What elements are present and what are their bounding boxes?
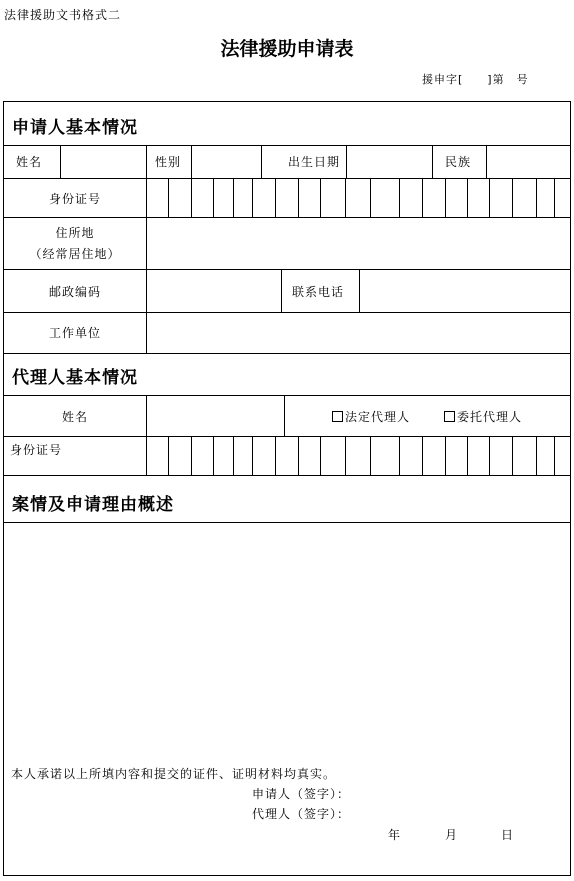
agent-name-label: 姓名 [61,410,88,424]
applicant-address-sublabel: （经常居住地） [29,247,121,261]
rule [4,217,570,218]
id-digit-divider [445,436,446,475]
rule [281,269,282,312]
rule [346,145,347,178]
rule [486,145,487,178]
id-digit-divider [252,436,253,475]
legal-agent-checkbox[interactable] [332,411,343,422]
id-digit-divider [536,436,537,475]
id-digit-divider [422,178,423,217]
applicant-postal-code-label: 邮政编码 [48,285,101,299]
rule [4,178,570,179]
form-table [3,101,571,876]
id-digit-divider [467,436,468,475]
id-digit-divider [445,178,446,217]
id-digit-divider [275,178,276,217]
id-digit-divider [512,436,513,475]
id-digit-divider [191,178,192,217]
id-digit-divider [213,436,214,475]
id-digit-divider [252,178,253,217]
applicant-ethnicity-label: 民族 [445,155,472,169]
id-digit-divider [146,436,147,475]
file-number: 援申字[ ]第 号 [422,73,529,86]
id-digit-divider [554,436,555,475]
id-digit-divider [345,178,346,217]
id-digit-divider [467,178,468,217]
id-digit-divider [168,436,169,475]
rule [191,145,192,178]
date-year-label: 年 [388,828,402,842]
id-digit-divider [168,178,169,217]
agent-signature-label: 代理人（签字）： [252,807,351,821]
rule [4,475,570,476]
form-title: 法律援助申请表 [220,38,354,60]
legal-agent-label: 法定代理人 [345,410,411,424]
rule [60,145,61,178]
id-digit-divider [489,178,490,217]
agent-id-label: 身份证号 [10,443,63,457]
id-digit-divider [399,436,400,475]
id-digit-divider [536,178,537,217]
id-digit-divider [298,436,299,475]
id-digit-divider [191,436,192,475]
id-digit-divider [399,178,400,217]
document-format-label: 法律援助文书格式二 [4,8,122,22]
rule [4,353,570,354]
entrusted-agent-option[interactable] [444,408,522,425]
id-digit-divider [422,436,423,475]
id-digit-divider [512,178,513,217]
id-digit-divider [370,436,371,475]
applicant-section-title: 申请人基本情况 [12,118,138,138]
rule [4,269,570,270]
applicant-id-label: 身份证号 [48,192,101,206]
id-digit-divider [320,178,321,217]
id-digit-divider [345,436,346,475]
legal-agent-option[interactable] [332,408,410,425]
applicant-name-label: 姓名 [16,155,43,169]
id-digit-divider [554,178,555,217]
applicant-phone-label: 联系电话 [292,285,345,299]
rule [359,269,360,312]
id-digit-divider [213,178,214,217]
rule [4,436,570,437]
date-day-label: 日 [501,828,515,842]
rule [261,145,262,178]
id-digit-divider [320,436,321,475]
truthfulness-pledge: 本人承诺以上所填内容和提交的证件、证明材料均真实。 [11,767,337,781]
applicant-address-label: 住所地 [55,226,95,240]
case-section-title: 案情及申请理由概述 [12,495,174,515]
rule [146,145,147,178]
rule [4,522,570,523]
entrusted-agent-label: 委托代理人 [457,410,523,424]
rule [284,395,285,436]
id-digit-divider [489,436,490,475]
rule [432,145,433,178]
id-digit-divider [233,178,234,217]
entrusted-agent-checkbox[interactable] [444,411,455,422]
rule [4,312,570,313]
id-digit-divider [370,178,371,217]
rule [146,178,147,353]
id-digit-divider [275,436,276,475]
date-month-label: 月 [445,828,459,842]
id-digit-divider [233,436,234,475]
rule [4,395,570,396]
applicant-birth-date-label: 出生日期 [288,155,341,169]
agent-section-title: 代理人基本情况 [12,368,138,388]
id-digit-divider [298,178,299,217]
applicant-employer-label: 工作单位 [48,326,101,340]
applicant-signature-label: 申请人（签字）： [252,787,351,801]
applicant-gender-label: 性别 [155,155,182,169]
